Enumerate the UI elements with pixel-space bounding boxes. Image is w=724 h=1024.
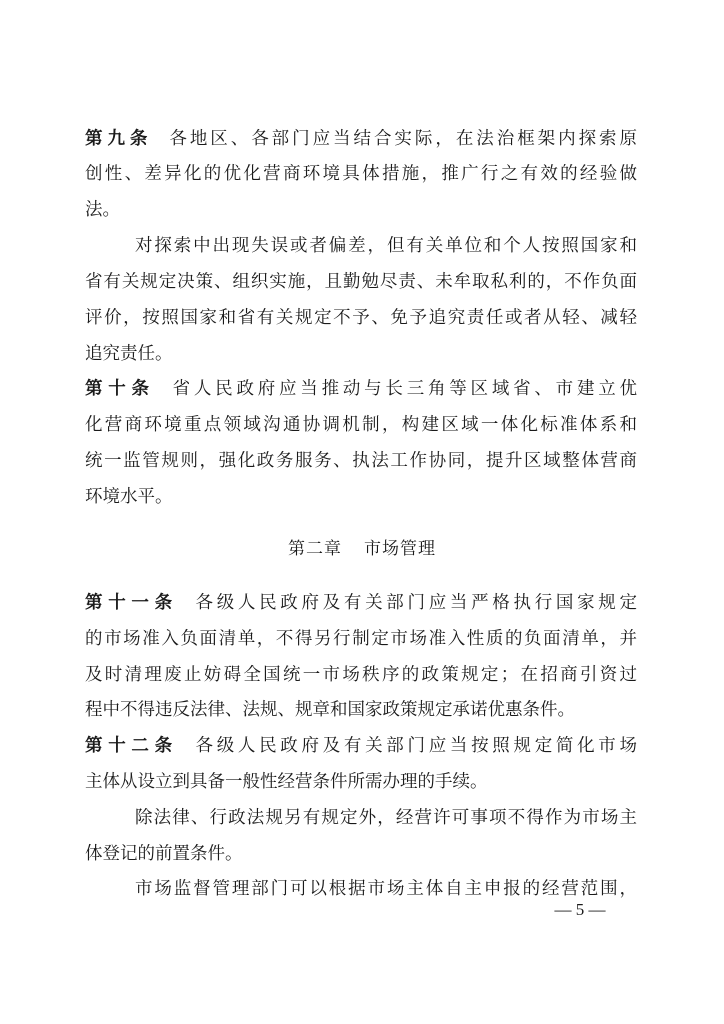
article-9-line-1 xyxy=(85,127,637,151)
article-9-line-3: 法。 xyxy=(85,200,120,220)
page-number: — 5 — xyxy=(554,900,606,919)
chapter-heading xyxy=(0,536,724,562)
article-11-line-1 xyxy=(85,591,637,615)
article-12-p3-line-1: 市场监督管理部门可以根据市场主体自主申报的经营范围， xyxy=(135,879,637,899)
article-9-line-2: 创性、差异化的优化营商环境具体措施，推广行之有效的经验做 xyxy=(85,164,637,184)
article-10-line-4: 环境水平。 xyxy=(85,487,173,507)
chapter-number: 第二章 xyxy=(288,539,342,559)
article-9-p2-line-1: 对探索中出现失误或者偏差，但有关单位和个人按照国家和 xyxy=(135,236,637,256)
article-11-line-2: 的市场准入负面清单，不得另行制定市场准入性质的负面清单，并 xyxy=(85,629,637,649)
article-12-p2-line-1: 除法律、行政法规另有规定外，经营许可事项不得作为市场主 xyxy=(135,808,637,828)
article-10-line-2: 化营商环境重点领域沟通协调机制，构建区域一体化标准体系和 xyxy=(85,415,637,435)
article-12-label: 第十二条 xyxy=(85,736,178,756)
article-11-label: 第十一条 xyxy=(85,593,178,613)
article-9-p2-line-3: 评价，按照国家和省有关规定不予、免予追究责任或者从轻、减轻 xyxy=(85,308,637,328)
chapter-title: 市场管理 xyxy=(364,539,436,559)
article-10-text: 省人民政府应当推动与长三角等区域省、市建立优 xyxy=(168,379,638,399)
article-12-p2-line-2: 体登记的前置条件。 xyxy=(85,844,243,864)
article-9-text: 各地区、各部门应当结合实际，在法治框架内探索原 xyxy=(166,129,638,149)
article-10-label: 第十条 xyxy=(85,379,155,399)
article-12-line-1 xyxy=(85,734,637,758)
article-10-line-1 xyxy=(85,377,637,401)
article-9-p2-line-2: 省有关规定决策、组织实施，且勤勉尽责、未牟取私利的，不作负面 xyxy=(85,272,637,292)
article-10-line-3: 统一监管规则，强化政务服务、执法工作协同，提升区域整体营商 xyxy=(85,451,637,471)
article-12-line-2: 主体从设立到具备一般性经营条件所需办理的手续。 xyxy=(85,772,488,792)
article-11-line-4: 程中不得违反法律、法规、规章和国家政策规定承诺优惠条件。 xyxy=(85,700,575,720)
article-9-p2-line-4: 追究责任。 xyxy=(85,344,173,364)
article-11-line-3: 及时清理废止妨碍全国统一市场秩序的政策规定；在招商引资过 xyxy=(85,665,637,685)
article-11-text: 各级人民政府及有关部门应当严格执行国家规定 xyxy=(191,593,638,613)
article-9-label: 第九条 xyxy=(85,129,153,149)
article-12-text: 各级人民政府及有关部门应当按照规定简化市场 xyxy=(191,736,638,756)
